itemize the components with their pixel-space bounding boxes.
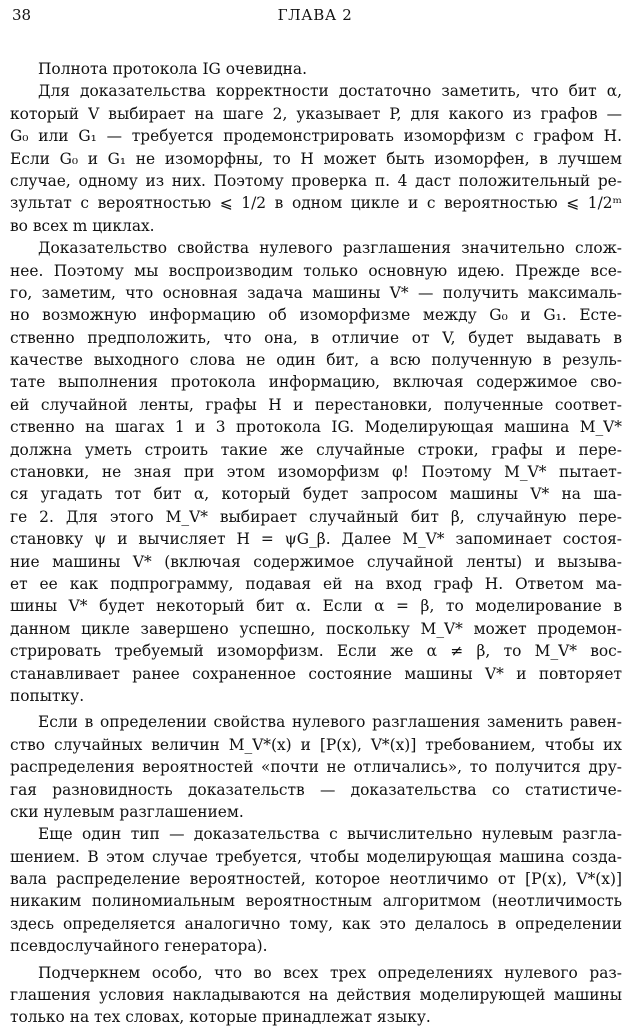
text-line: Если G₀ и G₁ не изоморфны, то H может быть изоморфен, в лучшем: [10, 149, 622, 168]
text-line: станавливает ранее сохраненное состояние машины V* и повторяет: [10, 664, 622, 683]
text-line: ей случайной ленты, графы H и перестановки, полученные соответ-: [10, 395, 622, 414]
text-line: становки, не зная при этом изоморфизм φ! Поэтому M_V* пытает-: [10, 463, 622, 482]
body-text: [10, 58, 622, 1029]
text-line: вала распределение вероятностей, которое неотличимо от [P(x), V*(x)]: [10, 870, 622, 889]
page-number: 38: [12, 6, 32, 24]
text-line: ге 2. Для этого M_V* выбирает случайный бит β, случайную пере-: [10, 507, 622, 526]
text-line: никаким полиномиальным вероятностным алгоритмом (неотличимость: [10, 892, 622, 911]
text-line: должна уметь строить такие же случайные строки, графы и пере-: [10, 440, 622, 459]
text-line: Если в определении свойства нулевого разглашения заменить равен-: [38, 713, 622, 732]
paragraph: [10, 823, 622, 957]
text-line: ство случайных величин M_V*(x) и [P(x), V*(x)] требованием, чтобы их: [10, 735, 622, 754]
text-line: только на тех словах, которые принадлежат языку.: [10, 1008, 431, 1027]
text-line: попытку.: [10, 686, 85, 705]
text-line: ски нулевым разглашением.: [10, 802, 244, 821]
text-line: Подчеркнем особо, что во всех трех определениях нулевого раз-: [38, 963, 622, 982]
text-line: ся угадать тот бит α, который будет запросом машины V* на ша-: [10, 485, 623, 504]
paragraph: [10, 711, 622, 823]
text-line: глашения условия накладываются на действия моделирующей машины: [10, 986, 622, 1005]
text-line: нее. Поэтому мы воспроизводим только основную идею. Прежде все-: [10, 261, 622, 280]
text-line: который V выбирает на шаге 2, указывает P, для какого из графов —: [10, 104, 622, 123]
text-line: шением. В этом случае требуется, чтобы моделирующая машина созда-: [10, 847, 622, 866]
text-line: здесь определяется аналогично тому, как это делалось в определении: [10, 914, 622, 933]
chapter-title: ГЛАВА 2: [277, 6, 353, 24]
text-line: стрировать требуемый изоморфизм. Если же α ≠ β, то M_V* вос-: [10, 642, 622, 661]
paragraph: [10, 962, 622, 1029]
text-line: ет ее как подпрограмму, подавая ей на вход граф H. Ответом ма-: [10, 574, 622, 593]
text-line: ственно предположить, что она, в отличие от V, будет выдавать в: [10, 328, 622, 347]
text-line: становку ψ и вычисляет H = ψG_β. Далее M_V* запоминает состоя-: [10, 530, 622, 549]
text-line: тате выполнения протокола информацию, включая содержимое сво-: [10, 373, 622, 392]
paragraph: [10, 80, 622, 237]
text-line: Полнота протокола IG очевидна.: [38, 60, 307, 78]
text-line: распределения вероятностей «почти не отличались», то получится дру-: [10, 758, 622, 777]
text-line: псевдослучайного генератора).: [10, 937, 268, 956]
text-line: ственно на шагах 1 и 3 протокола IG. Моделирующая машина M_V*: [10, 418, 622, 437]
paragraph: [10, 237, 622, 707]
text-line: качестве выходного слова не один бит, а всю полученную в резуль-: [10, 351, 622, 370]
text-line: го, заметим, что основная задача машины V* — получить максималь-: [10, 283, 622, 302]
text-line: но возможную информацию об изоморфизме между G₀ и G₁. Есте-: [10, 306, 622, 325]
text-line: случае, одному из них. Поэтому проверка п. 4 даст положительный ре-: [10, 171, 622, 190]
text-line: ние машины V* (включая содержимое случайной ленты) и вызыва-: [10, 552, 622, 571]
paragraph: [10, 58, 622, 80]
text-line: Доказательство свойства нулевого разглашения значительно слож-: [38, 239, 622, 258]
text-line: во всех m циклах.: [10, 216, 155, 235]
text-line: данном цикле завершено успешно, поскольку M_V* может продемон-: [10, 619, 622, 638]
text-line: гая разновидность доказательств — доказательства со статистиче-: [10, 780, 622, 799]
text-line: шины V* будет некоторый бит α. Если α = β, то моделирование в: [10, 597, 622, 616]
text-line: G₀ или G₁ — требуется продемонстрировать изоморфизм с графом H.: [10, 127, 622, 146]
text-line: Еще один тип — доказательства с вычислительно нулевым разгла-: [38, 825, 622, 844]
text-line: зультат с вероятностью ⩽ 1/2 в одном цикле и с вероятностью ⩽ 1/2ᵐ: [10, 194, 622, 213]
page-header: [12, 6, 618, 30]
text-line: Для доказательства корректности достаточно заметить, что бит α,: [38, 82, 622, 101]
